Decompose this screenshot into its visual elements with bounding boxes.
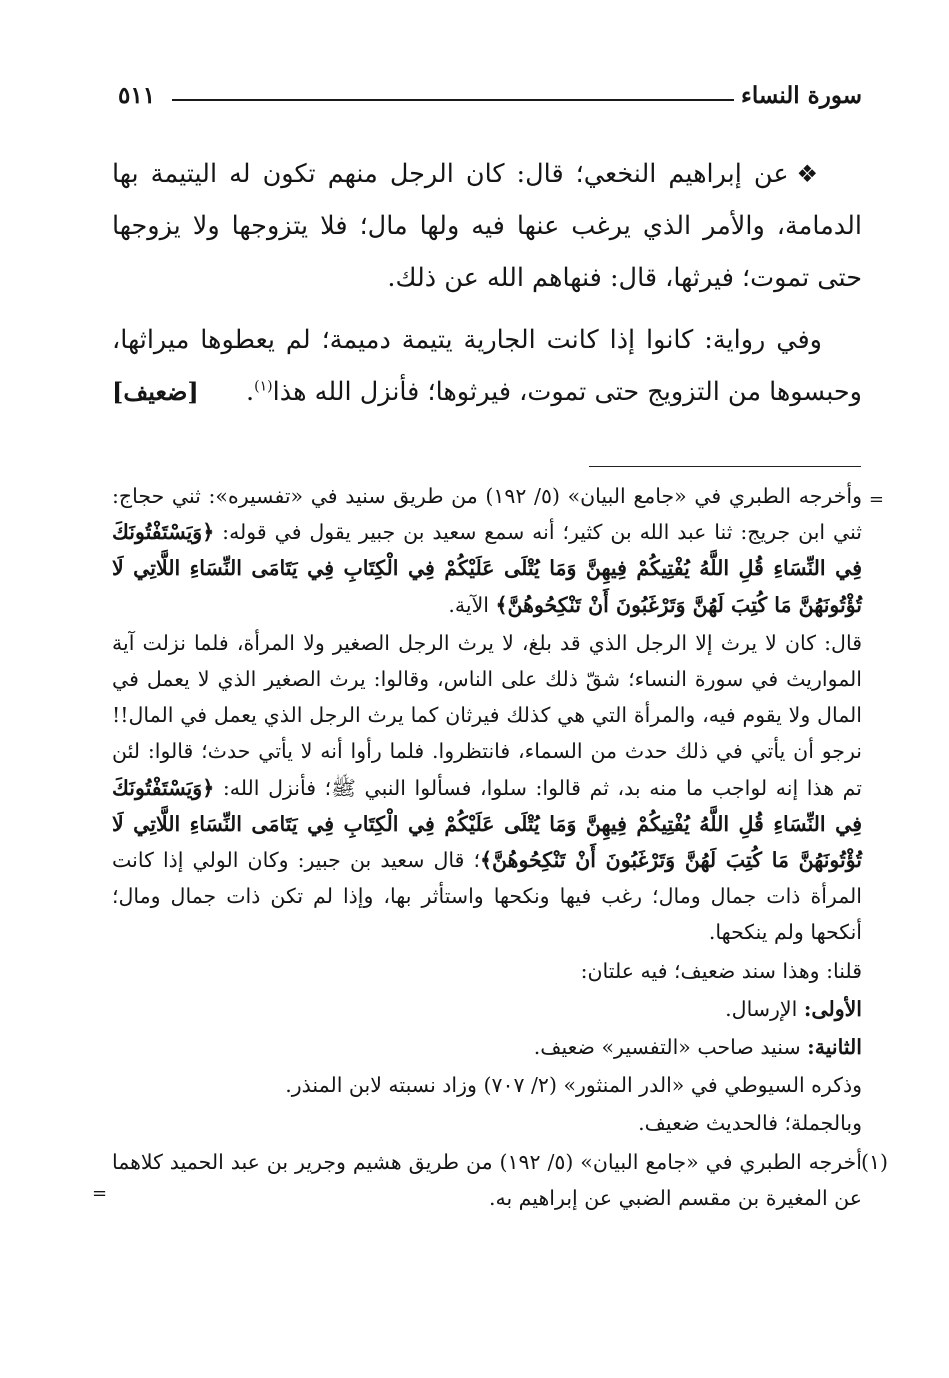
quran-verse: ﴿وَيَسْتَفْتُونَكَ فِي النِّسَاءِ قُلِ اللَّهُ يُفْتِيكُمْ فِيهِنَّ وَمَا يُتْلَى عَلَيْكُمْ فِي الْكِتَابِ فِي يَتَامَى النِّسَاءِ اللَّاتِي لَا تُؤْتُونَهُنَّ مَا كُتِبَ لَهُنَّ وَتَرْغَبُونَ أَنْ تَنْكِحُوهُنَّ﴾ [112, 775, 862, 873]
narration-period: . [246, 377, 255, 407]
footnote-ref: (١) [254, 378, 273, 395]
second-defect-label: الثانية: [807, 1035, 862, 1060]
sura-title: سورة النساء [741, 82, 862, 109]
continuation-mark: = [868, 489, 884, 510]
narration-paragraph [112, 314, 862, 418]
main-text [112, 148, 862, 418]
hadith-text: عن إبراهيم النخعي؛ قال: كان الرجل منهم تكون له اليتيمة بها الدمامة، والأمر الذي يرغب عنها فيه ولها مال؛ فلا يتزوجها ولا يزوجها حتى تموت؛ فيرثها، قال: فنهاهم الله عن ذلك. [112, 159, 862, 293]
quran-verse: ﴿وَيَسْتَفْتُونَكَ فِي النِّسَاءِ قُلِ اللَّهُ يُفْتِيكُمْ فِيهِنَّ وَمَا يُتْلَى عَلَيْكُمْ فِي الْكِتَابِ فِي يَتَامَى النِّسَاءِ اللَّاتِي لَا تُؤْتُونَهُنَّ مَا كُتِبَ لَهُنَّ وَتَرْغَبُونَ أَنْ تَنْكِحُوهُنَّ﴾ [112, 520, 862, 617]
diamond-icon: ❖ [796, 160, 823, 188]
footnote-1-text: أخرجه الطبري في «جامع البيان» (٥/ ١٩٢) من طريق هشيم وجرير بن عبد الحميد كلاهما عن المغيرة بن مقسم الضبي عن إبراهيم به. [112, 1149, 862, 1210]
footnote-paragraph: وذكره السيوطي في «الدر المنثور» (٢/ ٧٠٧) وزاد نسبته لابن المنذر. [285, 1073, 862, 1098]
footnote-text: وأخرجه الطبري في «جامع البيان» (٥/ ١٩٢) من طريق سنيد في «تفسيره»: ثني حجاج: ثني ابن جريج: ثنا عبد الله بن كثير؛ أنه سمع سعيد بن جبير يقول في قوله: [112, 484, 862, 545]
footnote-text: قال: كان لا يرث إلا الرجل الذي قد بلغ، لا يرث الرجل الصغير ولا المرأة، فلما نزلت آية المواريث في سورة النساء؛ شقّ ذلك على الناس، وقالوا: يرث الصغير الذي لا يعمل في المال ولا يقوم فيه، والمرأة التي هي كذلك فيرثان كما يرث الرجل الذي يعمل في المال!! نرجو أن يأتي في ذلك حدث من السماء، فانتظروا. فلما رأوا أنه لا يأتي حدث؛ قالوا: لئن تم هذا إنه لواجب ما منه بد، ثم قالوا: سلوا، فسألوا النبي ﷺ؛ فأنزل الله: [112, 630, 862, 800]
grading-verdict: [ضعيف] [112, 377, 199, 406]
page-number: ٥١١ [118, 82, 156, 109]
footnote-paragraph [112, 625, 862, 951]
second-defect-text: سنيد صاحب «التفسير» ضعيف. [533, 1035, 801, 1060]
narration-text: وفي رواية: كانوا إذا كانت الجارية يتيمة دميمة؛ لم يعطوها ميراثها، وحبسوها من التزويج حتى تموت، فيرثوها؛ فأنزل الله هذا [112, 325, 862, 407]
footnote-text-end: ؛ قال سعيد بن جبير: وكان الولي إذا كانت المرأة ذات جمال ومال؛ رغب فيها ونكحها واستأثر بها، وإذا لم تكن ذات جمال ومال؛ أنكحها ولم ينكحها. [112, 848, 862, 945]
first-defect-label: الأولى: [803, 996, 862, 1021]
footnote-paragraph [112, 1029, 862, 1065]
continuation-mark: = [92, 1182, 108, 1204]
footnotes [92, 478, 888, 1216]
header-rule [172, 99, 734, 101]
footnote-paragraph: وبالجملة؛ فالحديث ضعيف. [638, 1111, 862, 1136]
footnote-separator [589, 466, 861, 467]
hadith-paragraph [112, 148, 862, 304]
footnote-number: (١) [860, 1149, 888, 1174]
footnote-paragraph [112, 991, 862, 1027]
footnote-continued-para [112, 478, 884, 623]
footnote-1 [92, 1144, 888, 1216]
first-defect-text: الإرسال. [725, 996, 798, 1021]
footnote-text-end: الآية. [448, 592, 489, 617]
footnote-paragraph: قلنا: وهذا سند ضعيف؛ فيه علتان: [580, 958, 862, 983]
page-header [112, 82, 862, 118]
